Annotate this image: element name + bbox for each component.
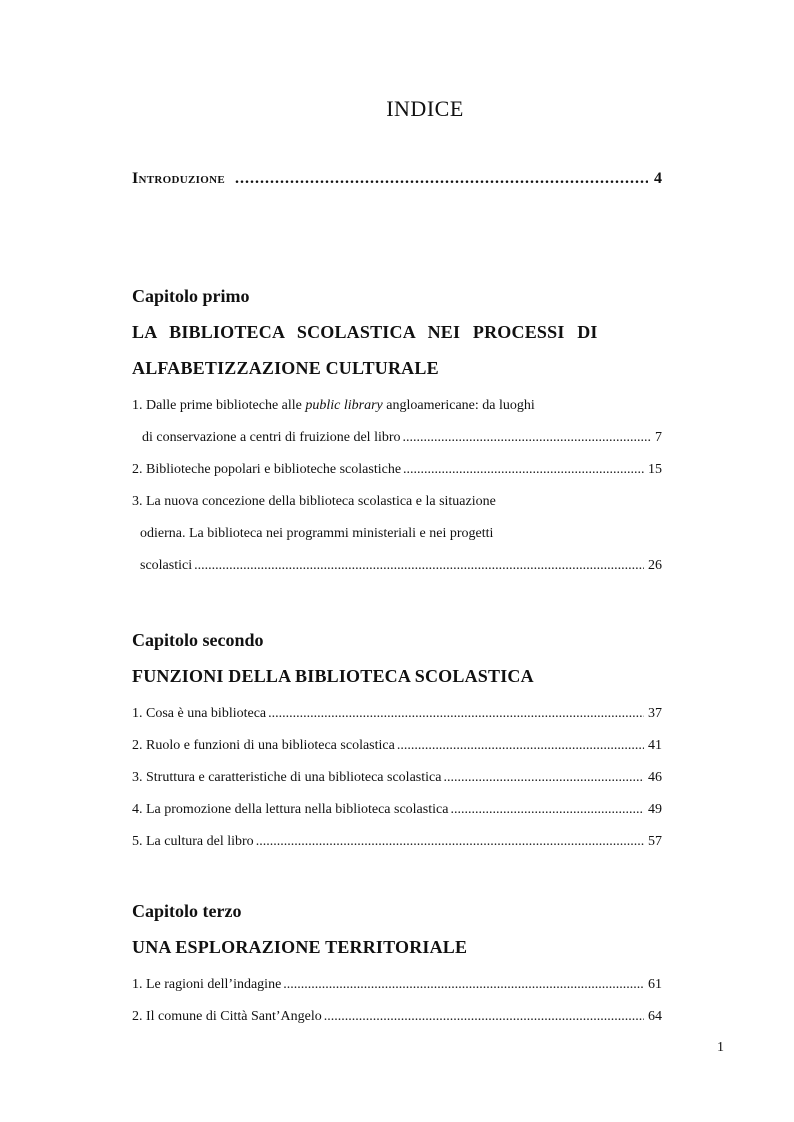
chapter-3-section <box>132 893 662 1033</box>
toc-entry-emphasis: public library <box>305 398 383 413</box>
toc-entry-text: odierna. La biblioteca nei programmi ministeriali e nei progetti <box>140 526 494 541</box>
dot-leader <box>397 730 644 762</box>
toc-page-number: 37 <box>648 706 662 721</box>
toc-entry-line <box>132 486 662 518</box>
toc-entry-line <box>132 730 662 762</box>
toc-entry-text: 3. La nuova concezione della biblioteca scolastica e la situazione <box>132 494 496 509</box>
toc-entries <box>132 969 662 1033</box>
chapter-title: LA BIBLIOTECA SCOLASTICA NEI PROCESSI DI <box>132 322 598 342</box>
toc-entry-line <box>132 794 662 826</box>
toc-entry-line <box>132 454 662 486</box>
toc-entry <box>132 794 662 826</box>
toc-entry-text: 2. Biblioteche popolari e biblioteche scolastiche <box>132 462 402 477</box>
toc-page-number: 64 <box>648 1009 662 1024</box>
toc-entry-line <box>132 826 662 858</box>
toc-page-number: 49 <box>648 802 662 817</box>
toc-entry <box>132 730 662 762</box>
toc-entry-text: di conservazione a centri di fruizione del libro <box>142 430 401 445</box>
toc-entry-line <box>132 698 662 730</box>
toc-entry <box>132 762 662 794</box>
toc-entry-line <box>132 762 662 794</box>
toc-entry-introduction <box>132 170 662 188</box>
dot-leader <box>283 969 644 1001</box>
dot-leader <box>194 550 644 582</box>
toc-entry-text: 1. Le ragioni dell’indagine <box>132 977 282 992</box>
toc-entry-text: 5. La cultura del libro <box>132 834 254 849</box>
toc-page-number: 26 <box>648 558 662 573</box>
toc-page-number: 61 <box>648 977 662 992</box>
toc-entry-line <box>132 550 662 582</box>
toc-entry <box>132 826 662 858</box>
toc-entry-text: 1. Dalle prime biblioteche alle public library angloamericane: da luoghi <box>132 398 535 413</box>
page-number: 1 <box>717 1040 724 1055</box>
chapter-label: Capitolo primo <box>132 286 250 306</box>
toc-entry <box>132 454 662 486</box>
toc-entry-line <box>132 390 662 422</box>
toc-entry-text: scolastici <box>140 558 193 573</box>
chapter-label: Capitolo terzo <box>132 901 242 921</box>
toc-entries <box>132 390 662 582</box>
page-title: INDICE <box>386 96 464 121</box>
chapter-1-section <box>132 278 662 582</box>
dot-leader <box>450 794 644 826</box>
dot-leader <box>256 826 644 858</box>
toc-entry-text: 3. Struttura e caratteristiche di una biblioteca scolastica <box>132 770 442 785</box>
toc-page-number: 15 <box>648 462 662 477</box>
toc-entry <box>132 390 662 454</box>
toc-page-number: 57 <box>648 834 662 849</box>
toc-entry <box>132 969 662 1001</box>
toc-entry-text: 2. Il comune di Città Sant’Angelo <box>132 1009 322 1024</box>
dot-leader <box>268 698 644 730</box>
toc-entry-line <box>132 422 662 454</box>
chapter-title: ALFABETIZZAZIONE CULTURALE <box>132 358 439 378</box>
toc-entry <box>132 486 662 582</box>
toc-page-number: 4 <box>654 170 662 187</box>
toc-page-number: 41 <box>648 738 662 753</box>
chapter-title: UNA ESPLORAZIONE TERRITORIALE <box>132 937 468 957</box>
toc-entry-text: Introduzione <box>132 170 225 187</box>
chapter-label: Capitolo secondo <box>132 630 264 650</box>
toc-entry-text: 4. La promozione della lettura nella biblioteca scolastica <box>132 802 449 817</box>
toc-entry-line <box>132 969 662 1001</box>
dot-leader <box>324 1001 644 1033</box>
toc-entries <box>132 698 662 858</box>
chapter-title: FUNZIONI DELLA BIBLIOTECA SCOLASTICA <box>132 666 534 686</box>
toc-entry-line <box>132 518 662 550</box>
toc-entry-text: 1. Cosa è una biblioteca <box>132 706 267 721</box>
dot-leader <box>403 454 644 486</box>
toc-page-number: 46 <box>648 770 662 785</box>
toc-page-number: 7 <box>655 430 662 445</box>
toc-entry <box>132 1001 662 1033</box>
chapter-2-section <box>132 622 662 858</box>
dot-leader <box>403 422 651 454</box>
toc-entry <box>132 698 662 730</box>
dot-leader <box>235 170 648 188</box>
toc-entry-line <box>132 1001 662 1033</box>
toc-entry-text: 2. Ruolo e funzioni di una biblioteca scolastica <box>132 738 395 753</box>
dot-leader <box>443 762 644 794</box>
